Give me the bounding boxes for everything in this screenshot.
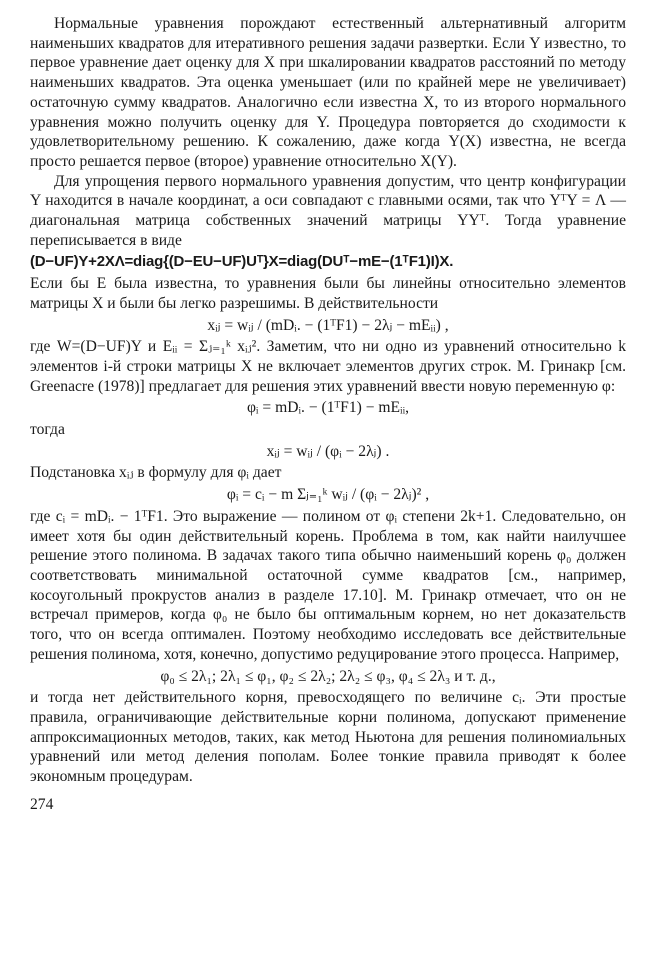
paragraph-8: и тогда нет действительного корня, превосходящего по величине cᵢ. Эти простые правила, ограничивающие действительные корни полинома, допускают применение аппроксимационных методов, таких, как метод Ньютона для решения полиномиальных уравнений или метод деления пополам. Более тонкие правила приводят к более экономным процедурам. [30, 689, 626, 786]
page-number: 274 [30, 795, 54, 813]
equation-normal: (D−UF)Y+2XΛ=diag{(D−EU−UF)Uᵀ}X=diag(DUᵀ−mE−(1ᵀF1)I)X. [30, 253, 454, 271]
equation-inequalities: φ₀ ≤ 2λ₁; 2λ₁ ≤ φ₁, φ₂ ≤ 2λ₂; 2λ₂ ≤ φ₃, φ₄ ≤ 2λ₃ и т. д., [160, 667, 496, 685]
equation-phi-sum: φᵢ = cᵢ − m Σⱼ₌₁ᵏ wᵢⱼ / (φᵢ − 2λⱼ)² , [226, 486, 430, 504]
equation-xij: xᵢⱼ = wᵢⱼ / (mDᵢ. − (1ᵀF1) − 2λⱼ − mEᵢᵢ) , [207, 316, 449, 334]
equation-xij-phi: xᵢⱼ = wᵢⱼ / (φᵢ − 2λⱼ) . [266, 442, 390, 460]
paragraph-3: Если бы E была известна, то уравнения были бы линейны относительно элементов матрицы X и были бы легко разрешимы. В действительности [30, 275, 626, 312]
paragraph-2: Для упрощения первого нормального уравнения допустим, что центр конфигурации Y находится в начале координат, а оси совпадают с главными осями, так что YᵀY = Λ — диагональная матрица собственных значений матрицы YYᵀ. Тогда уравнение переписывается в виде [30, 172, 626, 249]
paragraph-5: тогда [30, 421, 65, 439]
paragraph-4: где W=(D−UF)Y и Eᵢᵢ = Σⱼ₌₁ᵏ xᵢⱼ². Заметим, что ни одно из уравнений относительно k элементов i-й строки матрицы X не включает элементов других строк. М. Гринакр [см. Greenacre (1978)] предлагает для решения этих уравнений ввести новую переменную φ: [30, 338, 626, 395]
paragraph-7: где cᵢ = mDᵢ. − 1ᵀF1. Это выражение — полином от φᵢ степени 2k+1. Следовательно, он имеет хотя бы один действительный корень. Проблема в том, как найти наилучшее решение этого полинома. В задачах такого типа обычно наименьший корень φ₀ должен соответствовать минимальной остаточной сумме квадратов [см., например, косоугольный прокрустов анализ в разделе 17.10]. М. Гринакр отмечает, что он не встречал примеров, когда φ₀ не было бы оптимальным корнем, но нет доказательств того, что он всегда оптимален. Поэтому необходимо исследовать все действительные решения полинома, хотя, конечно, допустимо редуцирование этого процесса. Например, [30, 507, 626, 663]
equation-phi: φᵢ = mDᵢ. − (1ᵀF1) − mEᵢᵢ, [246, 399, 410, 417]
page-body [30, 14, 626, 814]
paragraph-1: Нормальные уравнения порождают естественный альтернативный алгоритм наименьших квадратов для итеративного решения задачи развертки. Если Y известно, то первое уравнение дает оценку для X при шкалировании квадратов расстояний по методу наименьших квадратов. Эта оценка уменьшает (или по крайней мере не увеличивает) остаточную сумму квадратов. Аналогично если известна X, то из второго нормального уравнения можно получить оценку для Y. Процедура повторяется до сходимости к удовлетворительному решению. К сожалению, даже когда Y(X) известна, не всегда просто решается первое (второе) уравнение относительно X(Y). [30, 15, 626, 170]
paragraph-6: Подстановка xᵢⱼ в формулу для φᵢ дает [30, 464, 282, 482]
